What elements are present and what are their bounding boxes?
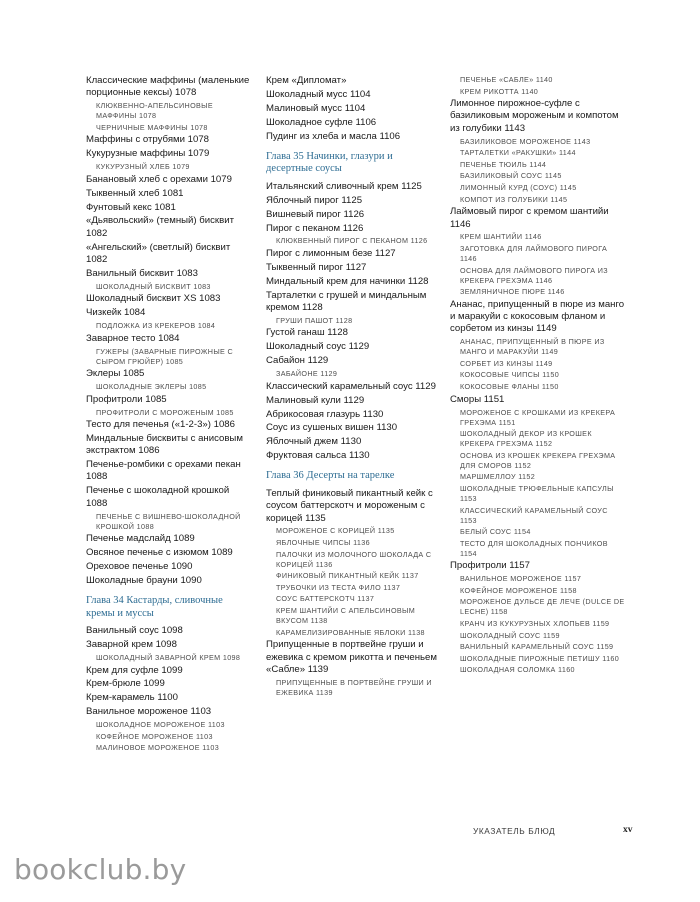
index-entry: Крем для суфле 1099	[86, 664, 183, 676]
index-entry: Шоколадный мусс 1104	[266, 88, 371, 100]
index-subentry: ЯБЛОЧНЫЕ ЧИПСЫ 1136	[276, 538, 370, 548]
index-entry: Печенье-ромбики с орехами пекан 1088	[86, 459, 241, 483]
index-subentry: СОУС БАТТЕРСКОТЧ 1137	[276, 594, 375, 604]
index-subentry: ШОКОЛАДНЫЙ БИСКВИТ 1083	[96, 281, 211, 291]
index-subentry: БЕЛЫЙ СОУС 1154	[460, 527, 531, 537]
index-subentry: КЛЮКВЕННЫЙ ПИРОГ С ПЕКАНОМ 1126	[276, 236, 428, 246]
index-entry: Профитроли 1085	[86, 393, 167, 405]
index-entry: Тыквенный пирог 1127	[266, 261, 367, 273]
index-entry: Заварной крем 1098	[86, 639, 177, 651]
index-entry: Ванильный бисквит 1083	[86, 267, 198, 279]
index-entry: Классический карамельный соус 1129	[266, 380, 436, 392]
index-entry: Тарталетки с грушей и миндальным кремом 1128	[266, 289, 427, 313]
index-entry: Сморы 1151	[450, 393, 505, 405]
index-entry: Яблочный пирог 1125	[266, 194, 363, 206]
index-subentry: ПРИПУЩЕННЫЕ В ПОРТВЕЙНЕ ГРУШИ И ЕЖЕВИКА 1139	[276, 677, 432, 697]
index-subentry: ЗЕМЛЯНИЧНОЕ ПЮРЕ 1146	[460, 287, 565, 297]
index-subentry: МОРОЖЕНОЕ ДУЛЬСЕ ДЕ ЛЕЧЕ (DULCE DE LECHE) 1158	[460, 597, 625, 617]
index-subentry: КОФЕЙНОЕ МОРОЖЕНОЕ 1158	[460, 585, 577, 595]
index-entry: Яблочный джем 1130	[266, 436, 362, 448]
index-entry: Маффины с отрубями 1078	[86, 134, 209, 146]
index-entry: Печенье с шоколадной крошкой 1088	[86, 485, 230, 509]
index-entry: Лаймовый пирог с кремом шантийи 1146	[450, 206, 609, 230]
index-entry: Шоколадный соус 1129	[266, 341, 370, 353]
index-subentry: ШОКОЛАДНЫЕ ЭКЛЕРЫ 1085	[96, 382, 207, 392]
index-entry: Крем-брюле 1099	[86, 678, 165, 690]
index-subentry: ЛИМОННЫЙ КУРД (СОУС) 1145	[460, 183, 577, 193]
index-entry: Абрикосовая глазурь 1130	[266, 408, 384, 420]
index-subentry: ТЕСТО ДЛЯ ШОКОЛАДНЫХ ПОНЧИКОВ 1154	[460, 538, 608, 558]
index-entry: Печенье мадслайд 1089	[86, 533, 195, 545]
index-subentry: КОКОСОВЫЕ ЧИПСЫ 1150	[460, 370, 560, 380]
index-subentry: МАЛИНОВОЕ МОРОЖЕНОЕ 1103	[96, 743, 220, 753]
index-entry: Ванильный соус 1098	[86, 625, 183, 637]
index-entry: Пирог с лимонным безе 1127	[266, 248, 396, 260]
index-entry: Шоколадный бисквит XS 1083	[86, 293, 221, 305]
index-subentry: ПАЛОЧКИ ИЗ МОЛОЧНОГО ШОКОЛАДА С КОРИЦЕЙ 1136	[276, 549, 432, 569]
index-entry: «Дьявольский» (темный) бисквит 1082	[86, 215, 234, 239]
index-entry: Тесто для печенья («1-2-3») 1086	[86, 419, 235, 431]
index-subentry: КРЕМ ШАНТИЙИ С АПЕЛЬСИНОВЫМ ВКУСОМ 1138	[276, 606, 416, 626]
index-subentry: ПРОФИТРОЛИ С МОРОЖЕНЫМ 1085	[96, 407, 234, 417]
index-subentry: ФИНИКОВЫЙ ПИКАНТНЫЙ КЕЙК 1137	[276, 571, 419, 581]
footer-section-label: УКАЗАТЕЛЬ БЛЮД	[473, 826, 556, 836]
index-entry: Фруктовая сальса 1130	[266, 450, 370, 462]
index-subentry: ПОДЛОЖКА ИЗ КРЕКЕРОВ 1084	[96, 321, 216, 331]
index-entry: Припущенные в портвейне груши и ежевика с кремом рикотта и печеньем «Сабле» 1139	[266, 639, 437, 675]
index-subentry: КАРАМЕЛИЗИРОВАННЫЕ ЯБЛОКИ 1138	[276, 627, 425, 637]
index-entry: Миндальные бисквиты с анисовым экстрактом 1086	[86, 433, 243, 457]
index-subentry: ТАРТАЛЕТКИ «РАКУШКИ» 1144	[460, 148, 576, 158]
index-entry: Малиновый кули 1129	[266, 394, 365, 406]
index-entry: Овсяное печенье с изюмом 1089	[86, 547, 233, 559]
index-entry: Крем-карамель 1100	[86, 692, 178, 704]
index-subentry: КОКОСОВЫЕ ФЛАНЫ 1150	[460, 382, 559, 392]
index-entry: Пудинг из хлеба и масла 1106	[266, 130, 401, 142]
index-entry: Классические маффины (маленькие порционные кексы) 1078	[86, 75, 250, 99]
index-subentry: КОМПОТ ИЗ ГОЛУБИКИ 1145	[460, 194, 568, 204]
index-entry: «Ангельский» (светлый) бисквит 1082	[86, 241, 231, 265]
index-column-3	[450, 75, 625, 677]
index-subentry: ГРУШИ ПАШОТ 1128	[276, 315, 353, 325]
index-subentry: ГУЖЕРЫ (ЗАВАРНЫЕ ПИРОЖНЫЕ С СЫРОМ ГРЮЙЕР) 1085	[96, 346, 234, 366]
index-subentry: КЛЮКВЕННО-АПЕЛЬСИНОВЫЕ МАФФИНЫ 1078	[96, 101, 214, 121]
index-subentry: ШОКОЛАДНЫЙ ДЕКОР ИЗ КРОШЕК КРЕКЕРА ГРЕХЭМА 1152	[460, 429, 592, 449]
index-subentry: СОРБЕТ ИЗ КИНЗЫ 1149	[460, 358, 553, 368]
index-subentry: ВАНИЛЬНОЕ МОРОЖЕНОЕ 1157	[460, 574, 582, 584]
index-subentry: ШОКОЛАДНЫЕ ТРЮФЕЛЬНЫЕ КАПСУЛЫ 1153	[460, 483, 614, 503]
index-subentry: АНАНАС, ПРИПУЩЕННЫЙ В ПЮРЕ ИЗ МАНГО И МАРАКУЙИ 1149	[460, 337, 605, 357]
index-entry: Чизкейк 1084	[86, 307, 146, 319]
index-entry: Малиновый мусс 1104	[266, 102, 366, 114]
index-subentry: ШОКОЛАДНОЕ МОРОЖЕНОЕ 1103	[96, 720, 225, 730]
index-subentry: ВАНИЛЬНЫЙ КАРАМЕЛЬНЫЙ СОУС 1159	[460, 642, 614, 652]
index-entry: Миндальный крем для начинки 1128	[266, 275, 429, 287]
index-entry: Соус из сушеных вишен 1130	[266, 422, 398, 434]
index-subentry: ЧЕРНИЧНЫЕ МАФФИНЫ 1078	[96, 122, 208, 132]
index-entry: Ореховое печенье 1090	[86, 560, 193, 572]
watermark: bookclub.by	[14, 853, 187, 886]
index-subentry: ПЕЧЕНЬЕ ТЮИЛЬ 1144	[460, 159, 547, 169]
index-subentry: ШОКОЛАДНАЯ СОЛОМКА 1160	[460, 665, 575, 675]
index-column-1	[86, 75, 251, 755]
index-entry: Банановый хлеб с орехами 1079	[86, 173, 232, 185]
index-subentry: КОФЕЙНОЕ МОРОЖЕНОЕ 1103	[96, 731, 213, 741]
index-entry: Вишневый пирог 1126	[266, 208, 365, 220]
index-subentry: ПЕЧЕНЬЕ С ВИШНЕВО-ШОКОЛАДНОЙ КРОШКОЙ 1088	[96, 511, 241, 531]
index-subentry: ОСНОВА ДЛЯ ЛАЙМОВОГО ПИРОГА ИЗ КРЕКЕРА ГРЕХЭМА 1146	[460, 265, 608, 285]
index-subentry: МАРШМЕЛЛОУ 1152	[460, 472, 536, 482]
index-subentry: ЗАБАЙОНЕ 1129	[276, 369, 338, 379]
index-entry: Шоколадное суфле 1106	[266, 116, 377, 128]
index-subentry: КРЕМ РИКОТТА 1140	[460, 86, 539, 96]
page-number: xv	[623, 825, 633, 835]
index-subentry: ШОКОЛАДНЫЙ СОУС 1159	[460, 630, 560, 640]
index-entry: Кукурузные маффины 1079	[86, 148, 210, 160]
index-entry: Ванильное мороженое 1103	[86, 706, 212, 718]
index-entry: Фунтовый кекс 1081	[86, 201, 176, 213]
index-subentry: КУКУРУЗНЫЙ ХЛЕБ 1079	[96, 162, 190, 172]
index-entry: Пирог с пеканом 1126	[266, 222, 364, 234]
index-entry: Теплый финиковый пикантный кейк с соусом баттерскотч и мороженым с корицей 1135	[266, 487, 433, 524]
index-subentry: ОСНОВА ИЗ КРОШЕК КРЕКЕРА ГРЕХЭМА ДЛЯ СМОРОВ 1152	[460, 450, 616, 470]
index-subentry: ПЕЧЕНЬЕ «САБЛЕ» 1140	[460, 75, 553, 84]
index-subentry: МОРОЖЕНОЕ С КОРИЦЕЙ 1135	[276, 526, 395, 536]
index-subentry: БАЗИЛИКОВОЕ МОРОЖЕНОЕ 1143	[460, 136, 591, 146]
index-subentry: ШОКОЛАДНЫЕ ПИРОЖНЫЕ ПЕТИШУ 1160	[460, 653, 620, 663]
index-entry: Профитроли 1157	[450, 560, 530, 572]
index-subentry: КЛАССИЧЕСКИЙ КАРАМЕЛЬНЫЙ СОУС 1153	[460, 505, 608, 525]
index-entry: Сабайон 1129	[266, 355, 329, 367]
index-column-2	[266, 75, 438, 699]
chapter-heading: Глава 35 Начинки, глазури и десертные соусы	[266, 150, 393, 175]
index-entry: Густой ганаш 1128	[266, 327, 348, 339]
index-entry: Крем «Дипломат»	[266, 75, 347, 86]
index-subentry: КРЕМ ШАНТИЙИ 1146	[460, 232, 542, 242]
chapter-heading: Глава 34 Кастарды, сливочные кремы и муссы	[86, 595, 223, 619]
index-entry: Заварное тесто 1084	[86, 332, 180, 344]
index-subentry: КРАНЧ ИЗ КУКУРУЗНЫХ ХЛОПЬЕВ 1159	[460, 618, 610, 628]
chapter-heading: Глава 36 Десерты на тарелке	[266, 470, 395, 482]
index-subentry: ШОКОЛАДНЫЙ ЗАВАРНОЙ КРЕМ 1098	[96, 652, 241, 662]
index-entry: Лимонное пирожное-суфле с базиликовым мороженым и компотом из голубики 1143	[450, 98, 619, 134]
index-subentry: МОРОЖЕНОЕ С КРОШКАМИ ИЗ КРЕКЕРА ГРЕХЭМА 1151	[460, 407, 616, 427]
index-entry: Эклеры 1085	[86, 368, 145, 380]
index-entry: Ананас, припущенный в пюре из манго и маракуйи с кокосовым фланом и сорбетом из кинзы 1149	[450, 298, 625, 335]
index-subentry: ЗАГОТОВКА ДЛЯ ЛАЙМОВОГО ПИРОГА 1146	[460, 244, 608, 264]
index-entry: Тыквенный хлеб 1081	[86, 187, 184, 199]
index-subentry: БАЗИЛИКОВЫЙ СОУС 1145	[460, 171, 562, 181]
index-subentry: ТРУБОЧКИ ИЗ ТЕСТА ФИЛО 1137	[276, 582, 401, 592]
index-entry: Итальянский сливочный крем 1125	[266, 180, 422, 192]
index-entry: Шоколадные брауни 1090	[86, 574, 202, 586]
